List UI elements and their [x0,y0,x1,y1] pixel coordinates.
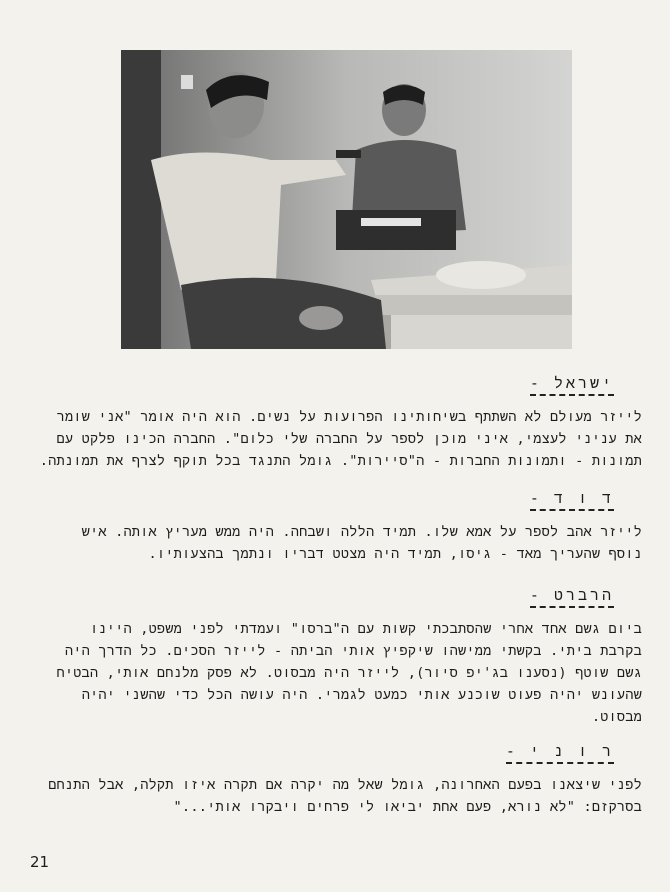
paragraph [28,618,642,728]
speaker-heading: ד ו ד - [530,487,614,511]
speaker-heading: ר ו נ י - [506,740,614,764]
text-line: נוסף שהעריך מאד - גיסו, תמיד היה מצטט דבריו ונתמך בהצעותיו. [148,546,642,562]
text-line: מבסוט. [591,709,642,725]
text-line: לייזר אהב לספר על אמא שלו. תמיד הללה ושבחה. היה ממש מעריץ אותה. איש [81,524,642,540]
text-line: שהעונש יהיה פעוט שוכנע אותי כמעט לגמרי. היה עושה הכל כדי שהשני יהיה [81,687,642,703]
page-number: 21 [30,853,50,871]
text-line: בסרקזם: "לא נורא, פעם אחת יביאו לי פרחים ויבקרו אותי..." [173,799,642,815]
text-line: את עניני לעצמי, איני מוכן לספר על החברה שלי כלום". החברה הכינו פלקט עם [56,431,642,447]
text-line: בקרבת ביתי. בקשתי ממישהו שיקפיץ אותי הביתה - לייזר הסכים. כל הדרך היה [64,643,642,659]
photo-two-men-office [121,50,572,349]
paragraph [28,774,642,818]
text-line: לייזר מעולם לא השתתף בשיחותינו הפרועות על נשים. הוא היה אומר "אני שומר [56,409,642,425]
speaker-heading: הרברט - [530,584,614,608]
text-line: ביום גשם אחד אחרי שהסתבכתי קשות עם ה"ברסו" ועמדתי לפני משפט, היינו [90,621,642,637]
section-israel [28,372,642,472]
paragraph [28,406,642,472]
section-david [28,487,642,565]
paragraph [28,521,642,565]
speaker-heading: ישראל - [530,372,614,396]
section-roni [28,740,642,818]
text-line: לפני שיצאנו בפעם האחרונה, גומל שאל מה יקרה אם תקרה איזו תקלה, אבל התנחם [48,777,642,793]
photo-illustration [121,50,572,349]
section-herbert [28,584,642,728]
text-line: תמונות - ותמונות החברות - ה"סיירות". גומל התנגד בכל תוקף לצרף את תמונתה. [39,453,642,469]
text-line: גשם שוטף (נסענו בג'יפ סיור), לייזר היה מבסוט. לא פסק מלנחם אותי, הבטיח [56,665,642,681]
